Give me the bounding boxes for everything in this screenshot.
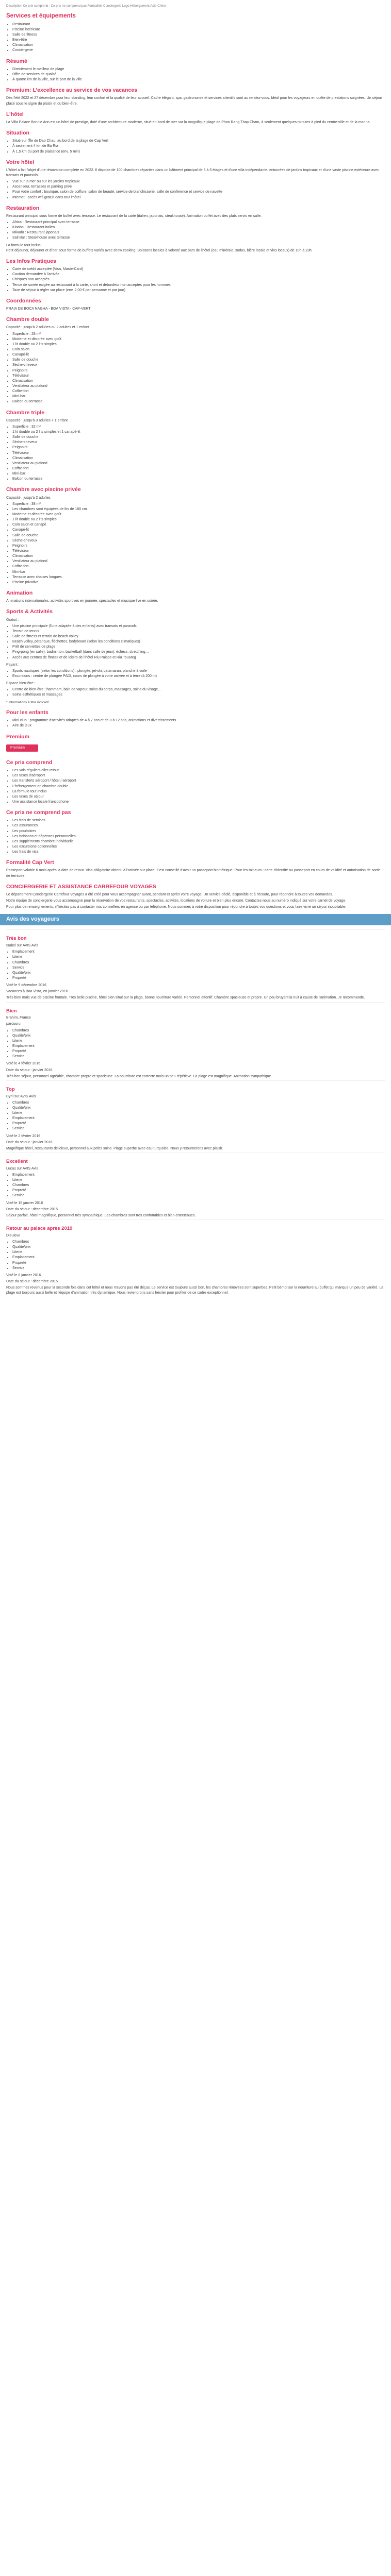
- review-card: [6, 1219, 385, 1296]
- review-card: [6, 1002, 385, 1079]
- review-stay: Date du séjour : décembre 2015: [6, 1207, 58, 1211]
- premium-text: Dès l'été 2022 et 27 décembre pour leur standing, leur confort et la qualité de leur accueil. Cadre élégant, spa, gastronomie et services attentifs sont au rendez-vous. Idéal pour les voyageurs en quête de prestations soignées. Un séjour placé sous le signe du plaisir et du bien-être.: [6, 96, 382, 106]
- review-text: Très bien mais vue de piscine frontale. Très belle piscine, hôtel bien situé sur la plage, bonne nourriture variée. Personnel attentif. Chambre spacieuse et propre. Un peu bruyant la nuit à cause de l'animation. Je recommande.: [6, 996, 365, 1000]
- list-item: • Superficie : 38 m²: [12, 502, 385, 507]
- sports-spa-label: Espace bien-être :: [6, 682, 36, 686]
- ch-double-title: Chambre double: [6, 316, 49, 323]
- votre-hotel-text: L'hôtel a fait l'objet d'une rénovation complète en 2022. Il dispose de 100 chambres réparties dans un bâtiment principal de 3 à 5 étages et d'une villa indépendante, entourées de jardins tropicaux et d'une vaste piscine extérieure avec transats et parasols.: [6, 168, 379, 177]
- list-item: • Ventilateur au plafond: [12, 559, 385, 564]
- ch-piscine-capacity: Capacité : jusqu'à 2 adultes: [6, 496, 51, 500]
- list-item: • Balcon ou terrasse: [12, 477, 385, 482]
- list-item: • Service: [12, 1126, 385, 1131]
- page: [0, 0, 391, 910]
- list-item: • Sèche-cheveux: [12, 440, 385, 445]
- list-item: • Emplacement: [12, 1173, 385, 1178]
- restauration-title: Restauration: [6, 205, 40, 211]
- prix-ne-comprend-list: [6, 818, 385, 855]
- list-item: • Peignoirs: [12, 544, 385, 549]
- list-item: • Sèche-cheveux: [12, 363, 385, 368]
- review-text: Très bon séjour, personnel agréable, chambre propre et spacieuse. La nourriture est correcte mais un peu répétitive. La plage est magnifique. Animation sympathique.: [6, 1074, 272, 1078]
- list-item: • Une piscine principale (l'une adaptée à des enfants) avec transats et parasols: [12, 624, 385, 629]
- list-item: • Salle de douche: [12, 533, 385, 538]
- list-item: • Qualité/prix: [12, 1106, 385, 1111]
- sports-gratuit-list: [6, 624, 385, 660]
- list-item: • Aire de jeux: [12, 723, 385, 728]
- services-title: Services et équipements: [6, 12, 76, 19]
- list-item: • Les taxes d'aéroport: [12, 773, 385, 778]
- prix-comprend-list: [6, 768, 385, 805]
- review-stay: Date du séjour : décembre 2015: [6, 1279, 58, 1283]
- list-item: • Coffre-fort: [12, 564, 385, 569]
- animation-text: Animations internationales, activités sportives en journée, spectacles et musique live en soirée.: [6, 599, 158, 603]
- review-title: Bien: [6, 1008, 17, 1014]
- restauration-text: Restaurant principal sous forme de buffet avec terrasse. Le restaurant de la carte (italien, japonais, steakhouse). Animation buffet avec des plats servis en salle.: [6, 214, 262, 218]
- reviews: [0, 925, 391, 1296]
- conciergerie-text-3: Pour plus de renseignements, n'hésitez pas à contacter nos conseillers en agence ou par téléphone. Nous sommes à votre disposition pour répondre à toutes vos questions et vous faire vivre un séjour inoubliable.: [6, 905, 346, 909]
- list-item: • Soins esthétiques et massages: [12, 692, 385, 698]
- ch-double-list: [6, 332, 385, 405]
- review-author: Dieuleve: [6, 1233, 21, 1238]
- header-note: Description Ce prix comprend : Ce prix ne comprend pas Formalités Conciergerie Logo Hébergement Asie-Chine: [6, 4, 166, 8]
- formalites-text: Passeport valable 6 mois après la date de retour. Visa obligatoire obtenu à l'arrivée sur place. Il est conseillé d'avoir un passeport biométrique. Pour les mineurs : carte d'identité ou passeport en cours de validité et autorisation de sortie de territoire.: [6, 869, 381, 878]
- infos-title: Les Infos Pratiques: [6, 258, 56, 264]
- situation-list: [6, 139, 385, 154]
- list-item: • Les boissons et dépenses personnelles: [12, 834, 385, 839]
- list-item: • Sèche-cheveux: [12, 538, 385, 544]
- conciergerie-text-2: Notre équipe de conciergerie vous accompagne pour la réservation de vos restaurants, spectacles, activités, locations de voiture et bien plus encore. Contactez-nous au numéro indiqué sur votre carnet de voyage.: [6, 899, 347, 903]
- list-item: • À 1,5 km du port de plaisance (env. 5 min): [12, 149, 385, 155]
- resume-list: [6, 67, 385, 82]
- review-text: Nous sommes revenus pour la seconde fois dans cet hôtel et nous n'avons pas été déçus. Le service est toujours aussi bon, les chambres rénovées sont superbes. Petit bémol sur la nourriture au buffet qui manque un peu de variété. La plage est toujours aussi belle et l'équipe d'animation très dynamique. Nous reviendrons sans hésiter pour profiter de ce cadre exceptionnel.: [6, 1286, 384, 1295]
- resume-title: Résumé: [6, 58, 27, 64]
- list-item: • Directement le meilleur de plage: [12, 67, 385, 72]
- review-author: Brahim, France: [6, 1016, 31, 1020]
- list-item: • Service: [12, 1193, 385, 1198]
- review-title: Excellent: [6, 1159, 28, 1164]
- review-author: Cyril sur AVIS Avis: [6, 1094, 36, 1098]
- list-item: • Les suppléments chambre individuelle: [12, 839, 385, 844]
- list-item: • Emplacement: [12, 950, 385, 955]
- ch-triple-title: Chambre triple: [6, 409, 45, 416]
- list-item: • Propreté: [12, 1049, 385, 1054]
- review-author: Isabel sur AVIS Avis: [6, 944, 38, 948]
- prix-comprend-title: Ce prix comprend: [6, 759, 53, 766]
- list-item: • Pour votre confort : boutique, salon de coiffure, salon de beauté, service de blanchisserie, salle de conférence et service de navette: [12, 190, 385, 195]
- list-item: • Ventilateur au plafond: [12, 384, 385, 389]
- list-item: • Taxe de séjour à régler sur place (env. 2,00 € par personne et par jour): [12, 288, 385, 293]
- list-item: • Moderne et décorée avec goût: [12, 512, 385, 517]
- list-item: • Coffre-fort: [12, 466, 385, 471]
- premium2-title: Premium: [6, 733, 29, 740]
- review-title: Très bon: [6, 936, 27, 942]
- review-text: Magnifique hôtel, restaurants délicieux, personnel aux petits soins. Plage superbe avec eau turquoise. Nous y retournerons avec plaisir.: [6, 1146, 223, 1150]
- votre-hotel-list: [6, 179, 385, 200]
- list-item: • Téléviseur: [12, 451, 385, 456]
- list-item: • Moderne et décorée avec goût: [12, 337, 385, 342]
- review-stay: Date du séjour : janvier 2016: [6, 1068, 53, 1072]
- list-item: • Internet : accès wifi gratuit dans tout l'hôtel: [12, 195, 385, 200]
- review-title: Top: [6, 1086, 15, 1092]
- list-item: • Terrain de tennis: [12, 629, 385, 634]
- coords-title: Coordonnées: [6, 297, 41, 304]
- ch-piscine-list: [6, 502, 385, 585]
- list-item: • Les assurances: [12, 823, 385, 828]
- list-item: • Coin salon: [12, 347, 385, 352]
- list-item: • À seulement 4 km de Ba Ria: [12, 144, 385, 149]
- ch-piscine-title: Chambre avec piscine privée: [6, 486, 81, 493]
- review-criteria: [6, 1240, 385, 1271]
- list-item: • Literie: [12, 1250, 385, 1255]
- list-item: • Ping-pong (en salle), badminton, basketball (dans salle de jeux), échecs, stretching…: [12, 650, 385, 655]
- list-item: • Piscine privative: [12, 580, 385, 585]
- list-item: • Propreté: [12, 1121, 385, 1126]
- list-item: • Conciergerie: [12, 48, 385, 53]
- review-text: Séjour parfait, hôtel magnifique, personnel très sympathique. Les chambres sont très confortables et bien entretenues.: [6, 1213, 196, 1217]
- list-item: • 1 lit double ou 2 lits simples et 1 canapé-lit: [12, 430, 385, 435]
- list-item: • Propreté: [12, 1188, 385, 1193]
- conciergerie-text-1: Le département Conciergerie Carrefour Voyages a été créé pour vous accompagner avant, pendant et après votre voyage. Un service dédié, disponible et à l'écoute, pour répondre à toutes vos demandes.: [6, 892, 333, 896]
- list-item: • Canapé-lit: [12, 528, 385, 533]
- list-item: • Qualité/prix: [12, 1245, 385, 1250]
- formalites-title: Formalité Cap Vert: [6, 859, 54, 866]
- list-item: • Salle de fitness et terrain de beach volley: [12, 634, 385, 639]
- infos-list: [6, 267, 385, 293]
- list-item: • Coffre-fort: [12, 389, 385, 394]
- situation-title: Situation: [6, 130, 29, 136]
- list-item: • Literie: [12, 955, 385, 960]
- enfants-list: [6, 718, 385, 728]
- review-title: Retour au palace après 2019: [6, 1226, 73, 1232]
- hotel-text: La Villa Palace Bonnie Ann est un hôtel de prestige, doté d'une architecture moderne, situé en bord de mer sur la magnifique plage de Phan Rang Thap Cham, à seulement quelques minutes à pied du centre-ville et de la marina.: [6, 120, 371, 124]
- list-item: • Sports nautiques (selon les conditions) : plongée, jet-ski, catamaran, planche à voile: [12, 669, 385, 674]
- sports-spa-list: [6, 687, 385, 698]
- services-list: [6, 22, 385, 54]
- review-date: Voté le 2 février 2016: [6, 1134, 41, 1138]
- list-item: • Chambres: [12, 960, 385, 965]
- review-card: [6, 1153, 385, 1218]
- list-item: • Africa : Restaurant principal avec terrasse: [12, 220, 385, 225]
- premium-badge[interactable]: Premium: [6, 744, 38, 752]
- list-item: • Bien-être: [12, 38, 385, 43]
- sports-payant-list: [6, 669, 385, 679]
- list-item: • Chambres: [12, 1028, 385, 1033]
- review-criteria: [6, 950, 385, 981]
- conciergerie-title: CONCIERGERIE ET ASSISTANCE CARREFOUR VOYAGES: [6, 883, 156, 890]
- list-item: • Les excursions optionnelles: [12, 844, 385, 850]
- list-item: • Carte de crédit acceptée (Visa, MasterCard): [12, 267, 385, 272]
- list-item: • Sail Bar : Steakhouse avec terrasse: [12, 235, 385, 241]
- list-item: • Terrasse avec chaises longues: [12, 575, 385, 580]
- ch-triple-capacity: Capacité : jusqu'à 3 adultes + 1 enfant: [6, 418, 68, 422]
- review-criteria: [6, 1028, 385, 1060]
- premium-title: Premium: L’excellence au service de vos vacances: [6, 87, 137, 94]
- review-stay: Date du séjour : janvier 2016: [6, 1140, 53, 1144]
- reviews-header: Avis des voyageurs: [0, 914, 391, 925]
- review-criteria: [6, 1100, 385, 1132]
- list-item: • Literie: [12, 1111, 385, 1116]
- list-item: • Les frais de visa: [12, 850, 385, 855]
- list-item: • Propreté: [12, 1261, 385, 1266]
- list-item: • 1 lit double ou 2 lits simples: [12, 517, 385, 522]
- restauration-list: [6, 220, 385, 241]
- list-item: • Restaurant: [12, 22, 385, 27]
- list-item: • Service: [12, 965, 385, 971]
- list-item: • Qualité/prix: [12, 971, 385, 976]
- list-item: • Les frais de services: [12, 818, 385, 823]
- review-card: [6, 929, 385, 1001]
- votre-hotel-title: Votre hôtel: [6, 159, 35, 165]
- list-item: • Une assistance locale francophone: [12, 800, 385, 805]
- list-item: • Chambres: [12, 1240, 385, 1245]
- prix-ne-comprend-title: Ce prix ne comprend pas: [6, 809, 71, 816]
- list-item: • Superficie : 32 m²: [12, 425, 385, 430]
- list-item: • 1 lit double ou 2 lits simples: [12, 342, 385, 347]
- list-item: • Offre de services de qualité: [12, 72, 385, 77]
- list-item: • Prêt de serviettes de plage: [12, 645, 385, 650]
- review-date: Voté le 8 janvier 2016: [6, 1273, 41, 1277]
- list-item: • Climatisation: [12, 379, 385, 384]
- list-item: • Emplacement: [12, 1044, 385, 1049]
- list-item: • Climatisation: [12, 43, 385, 48]
- review-date: Voté le 9 décembre 2016: [6, 984, 46, 988]
- list-item: • Balcon ou terrasse: [12, 399, 385, 404]
- list-item: • Mini-bar: [12, 471, 385, 477]
- list-item: • Chambres: [12, 1100, 385, 1106]
- hotel-title: L’hôtel: [6, 111, 24, 117]
- list-item: • Emplacement: [12, 1116, 385, 1121]
- list-item: • Accès aux centres de fitness et de loisirs de l’hôtel Riu Palace et Riu Touareg: [12, 655, 385, 660]
- sports-payant-label: Payant :: [6, 663, 20, 667]
- list-item: • Chèques non acceptés: [12, 277, 385, 282]
- list-item: • Peignoirs: [12, 445, 385, 450]
- sports-title: Sports & Activités: [6, 608, 53, 615]
- list-item: • Superficie : 28 m²: [12, 332, 385, 337]
- list-item: • Les transferts aéroport / hôtel / aéroport: [12, 778, 385, 784]
- list-item: • Ascenseur, terrasses et parking privé: [12, 184, 385, 190]
- review-author: Lucas sur AVIS Avis: [6, 1166, 38, 1171]
- list-item: • Les pourboires: [12, 829, 385, 834]
- review-date: Voté le 15 janvier 2016: [6, 1201, 43, 1205]
- list-item: • Literie: [12, 1178, 385, 1183]
- coords-text: PRAIA DE BOCA NAGHA - BOA VISTA - CAP-VERT: [6, 307, 91, 311]
- list-item: • Climatisation: [12, 554, 385, 559]
- list-item: • Situé sur l’Île de Dao Chau, au bord de la plage de Cap Vert: [12, 139, 385, 144]
- sports-gratuit-label: Gratuit :: [6, 618, 19, 622]
- review-card: [6, 1080, 385, 1151]
- list-item: • Mini club : programme d'activités adaptés de 4 à 7 ans et de 8 à 12 ans, animations et divertissements: [12, 718, 385, 723]
- list-item: • La formule tout inclus: [12, 789, 385, 794]
- review-stay: Vacances à Boa Vista, en janvier 2016: [6, 990, 68, 994]
- list-item: • Qualité/prix: [12, 1033, 385, 1039]
- list-item: • Beach volley, pétanque, fléchettes, bodyboard (selon les conditions climatiques): [12, 639, 385, 645]
- list-item: • Centre de bien-être : hammam, bain de vapeur, soins du corps, massages, soins du visage…: [12, 687, 385, 692]
- review-criteria: [6, 1173, 385, 1199]
- list-item: • À quatre km de la ville, sur le port de la ville: [12, 77, 385, 82]
- list-item: • Les vols réguliers aller-retour: [12, 768, 385, 773]
- list-item: • Téléviseur: [12, 374, 385, 379]
- list-item: • Literie: [12, 1039, 385, 1044]
- list-item: • Peignoirs: [12, 368, 385, 374]
- list-item: • Mini-bar: [12, 394, 385, 399]
- list-item: • L'hébergement en chambre double: [12, 784, 385, 789]
- list-item: • Propreté: [12, 976, 385, 981]
- list-item: • Caution demandée à l'arrivée: [12, 272, 385, 277]
- list-item: • Les chambres sont équipées de lits de 180 cm: [12, 507, 385, 512]
- list-item: • Chambres: [12, 1183, 385, 1188]
- restauration-note: La formule tout inclus : Petit déjeuner, déjeuner et dîner sous forme de buffets variés avec show cooking. Boissons locales à volonté aux bars de l'hôtel (eau minérale, sodas, bière locale et vins locaux) de 10h à 23h.: [6, 243, 313, 252]
- ch-double-capacity: Capacité : jusqu'à 2 adultes ou 2 adultes et 1 enfant: [6, 326, 89, 330]
- list-item: • Tenue de soirée exigée au restaurant à la carte, short et débardeur non acceptés pour les hommes: [12, 283, 385, 288]
- list-item: • Les taxes de séjour: [12, 794, 385, 800]
- review-date: Voté le 4 février 2016: [6, 1062, 41, 1066]
- list-item: • Vue sur la mer ou sur les jardins tropicaux: [12, 179, 385, 184]
- review-author-label: parcouru: [6, 1022, 21, 1026]
- list-item: • Service: [12, 1266, 385, 1271]
- list-item: • Mini-bar: [12, 570, 385, 575]
- list-item: • Service: [12, 1054, 385, 1059]
- animation-title: Animation: [6, 590, 33, 597]
- list-item: • Climatisation: [12, 456, 385, 461]
- sports-note: * Informations à titre indicatif.: [6, 700, 50, 704]
- list-item: • Kinaba : Restaurant italien: [12, 225, 385, 230]
- list-item: • Salle de douche: [12, 358, 385, 363]
- list-item: • Ventilateur au plafond: [12, 461, 385, 466]
- list-item: • Salle de fitness: [12, 32, 385, 38]
- list-item: • Mikado : Restaurant japonais: [12, 230, 385, 235]
- enfants-title: Pour les enfants: [6, 709, 48, 716]
- list-item: • Salle de douche: [12, 435, 385, 440]
- list-item: • Canapé-lit: [12, 352, 385, 358]
- list-item: • Coin salon et canapé: [12, 522, 385, 528]
- list-item: • Emplacement: [12, 1255, 385, 1260]
- ch-triple-list: [6, 425, 385, 482]
- list-item: • Piscine intérieure: [12, 27, 385, 32]
- list-item: • Téléviseur: [12, 549, 385, 554]
- list-item: • Excursions : centre de plongée PADI, cours de plongée à votre arrivée et à terre (à 200 m): [12, 674, 385, 679]
